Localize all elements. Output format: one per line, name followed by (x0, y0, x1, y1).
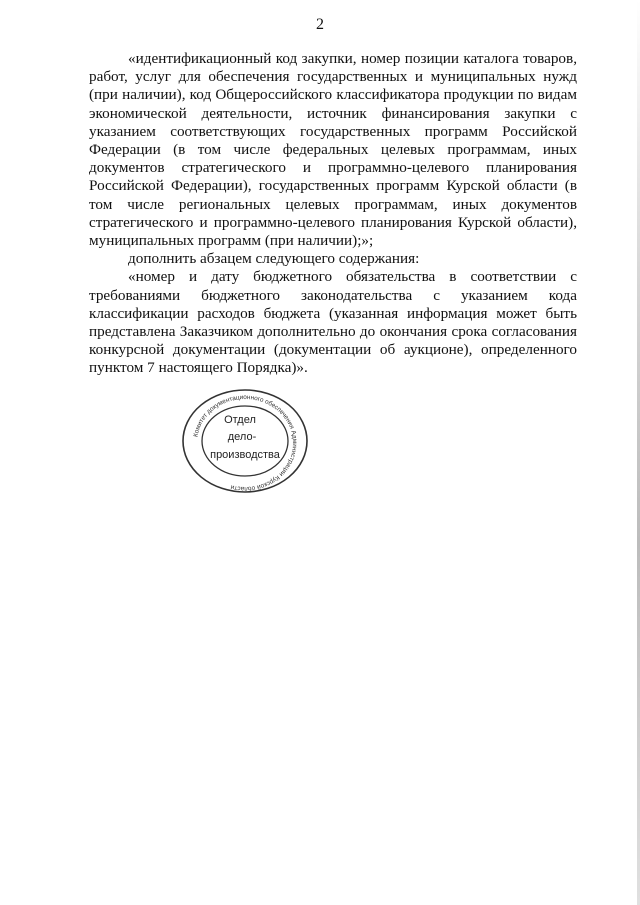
stamp-ring-text: Комитет документационного обеспечения Администрации Курской области (192, 393, 299, 493)
stamp-line-3: производства (210, 449, 280, 461)
page-number: 2 (316, 16, 324, 33)
stamp-line-1: Отдел (224, 414, 256, 426)
document-body (89, 50, 577, 378)
stamp-line-2: дело- (227, 431, 257, 443)
paragraph-budget-obligation: «номер и дату бюджетного обязательства в соответствии с требованиями бюджетного законодательства с указанием кода классификации расходов бюджета (указанная информация может быть представлена Заказчиком дополнительно до окончания срока согласования конкурсной документации (документации об аукционе), определенного пунктом 7 настоящего Порядка)». (89, 268, 577, 377)
paragraph-add-clause: дополнить абзацем следующего содержания: (128, 250, 420, 268)
paragraph-procurement-code: «идентификационный код закупки, номер позиции каталога товаров, работ, услуг для обеспечения государственных и муниципальных нужд (при наличии), код Общероссийского классификатора продукции по видам экономической деятельности, источник финансирования закупки с указанием соответствующих государственных программ Российской Федерации (в том числе федеральных целевых программам, иных документов стратегического и программно-целевого планирования Российской Федерации), государственных программ Курской области (в том числе региональных целевых программам, иных документов стратегического и программно-целевого планирования Курской области), муниципальных программ (при наличии);»; (89, 50, 577, 250)
records-office-stamp (180, 385, 310, 495)
